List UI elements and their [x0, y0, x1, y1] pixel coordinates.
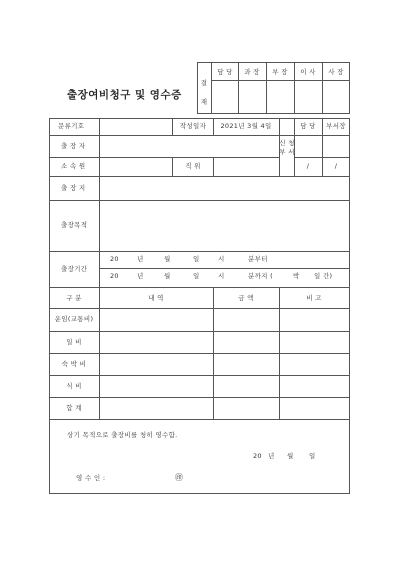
expense-row-daily: 일 비	[66, 338, 82, 346]
receipt-date-month: 월	[287, 452, 294, 460]
expense-row-meals: 식 비	[66, 382, 82, 390]
expense-header-amount: 금 액	[238, 294, 254, 302]
department-label: 소 속 원	[61, 162, 86, 170]
receiver-label: 영 수 인 :	[76, 474, 106, 482]
period-line1-from: 분부터	[248, 255, 268, 263]
period-line2-days: 일 간)	[314, 272, 333, 280]
receipt-date-day: 일	[309, 452, 316, 460]
doc-number-label: 문류기호	[58, 122, 85, 130]
side-approval-label-2: 부 서	[279, 148, 295, 156]
approval-label-bottom: 재	[200, 98, 208, 106]
side-approval-slash-2: /	[334, 162, 338, 170]
period-line1-hour: 시	[218, 255, 225, 263]
approval-header-director: 이 사	[300, 68, 316, 76]
period-line1-month: 월	[164, 255, 171, 263]
period-line2-year-unit: 년	[137, 272, 144, 280]
period-line2-hour: 시	[218, 272, 225, 280]
position-label: 직 위	[185, 162, 201, 170]
expense-header-category: 구 분	[66, 294, 82, 302]
period-line1-year-prefix: 20	[110, 255, 119, 263]
approval-header-president: 사 장	[328, 68, 344, 76]
side-approval-slash-1: /	[306, 162, 310, 170]
approval-header-staff: 담 당	[217, 68, 233, 76]
period-line2-nights: 박	[293, 272, 300, 280]
side-approval-label-1: 신 청	[279, 139, 295, 147]
period-line2-day: 일	[193, 272, 200, 280]
expense-row-transport: 운임(교통비)	[54, 315, 94, 323]
expense-header-details: 내 역	[148, 294, 164, 302]
period-line2-year-prefix: 20	[110, 272, 119, 280]
period-label: 출장기간	[61, 265, 88, 273]
seal-icon: ㊞	[175, 473, 184, 482]
approval-label-top: 결	[200, 79, 208, 87]
expense-header-remarks: 비 고	[306, 294, 322, 302]
period-line2-until: 분까지 (	[248, 272, 273, 280]
write-date-label: 작성일자	[179, 122, 207, 130]
purpose-label: 출장목적	[61, 221, 88, 229]
period-line2-month: 월	[164, 272, 171, 280]
place-label: 출 장 지	[61, 184, 86, 192]
side-approval-header-staff: 담 당	[300, 122, 316, 130]
expense-row-lodging: 숙 박 비	[61, 360, 87, 368]
write-date-value: 2021년 3월 4일	[220, 122, 272, 130]
traveler-label: 출 장 자	[61, 142, 86, 150]
receipt-date-year-prefix: 20	[253, 452, 262, 460]
period-line1-year-unit: 년	[137, 255, 144, 263]
approval-header-section-chief: 과 장	[244, 68, 260, 76]
side-approval-header-dept-head: 부서장	[326, 122, 346, 130]
document-title: 출장여비청구 및 영수증	[67, 89, 182, 101]
period-line1-day: 일	[193, 255, 200, 263]
approval-header-dept-head: 부 장	[272, 68, 288, 76]
receipt-date-year-unit: 년	[268, 452, 275, 460]
receipt-statement: 상기 목적으로 출장비를 청히 영수함.	[67, 431, 178, 439]
expense-row-total: 합 계	[66, 404, 82, 412]
